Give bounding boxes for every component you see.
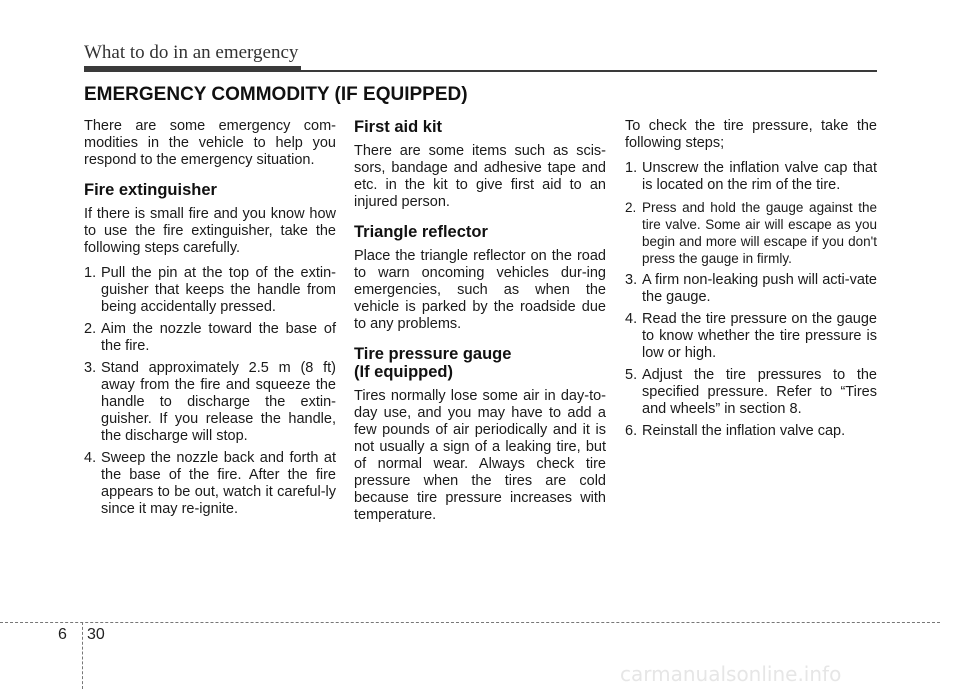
list-item: 5. Adjust the tire pressures to the specified pressure. Refer to “Tires and wheels” in section 8. bbox=[625, 367, 877, 417]
footer-dashed-divider bbox=[82, 622, 83, 689]
header-bar-accent bbox=[84, 66, 301, 72]
tire-check-steps bbox=[625, 160, 877, 440]
tire-pressure-gauge-text: Tires normally lose some air in day-to-day use, and you may have to add a few pounds of air periodically and it is not usually a sign of a leaking tire, but of normal wear. Always check tire pressure when the tires are cold because tire pressure increases with temperature. bbox=[354, 388, 606, 523]
list-item: 3. Stand approximately 2.5 m (8 ft) away from the fire and squeeze the handle to discharge the extin-guisher. If you release the handle, the discharge will stop. bbox=[84, 360, 336, 444]
list-item: 2. Press and hold the gauge against the tire valve. Some air will escape as you begin and more will escape if you don't press the gauge in firmly. bbox=[625, 200, 877, 266]
column-right bbox=[625, 118, 877, 445]
tire-check-intro: To check the tire pressure, take the following steps; bbox=[625, 118, 877, 151]
list-item: 6. Reinstall the inflation valve cap. bbox=[625, 423, 846, 439]
list-item: 1. Pull the pin at the top of the extin-guisher that keeps the handle from being accidentally pressed. bbox=[84, 265, 336, 315]
list-item: 1. Unscrew the inflation valve cap that is located on the rim of the tire. bbox=[625, 160, 877, 193]
fire-extinguisher-steps bbox=[84, 265, 336, 518]
page-number: 30 bbox=[87, 626, 105, 643]
column-middle bbox=[354, 118, 606, 532]
column-left bbox=[84, 118, 336, 523]
list-item: 4. Read the tire pressure on the gauge to know whether the tire pressure is low or high. bbox=[625, 311, 877, 361]
chapter-header-title: What to do in an emergency bbox=[84, 42, 299, 63]
list-item: 3. A firm non-leaking push will acti-vate the gauge. bbox=[625, 272, 877, 305]
footer-dashed-rule bbox=[0, 622, 940, 623]
chapter-number: 6 bbox=[58, 626, 67, 643]
triangle-reflector-text: Place the triangle reflector on the road to warn oncoming vehicles dur-ing emergencies, such as when the vehicle is parked by the roadside due to any problems. bbox=[354, 248, 606, 332]
fire-extinguisher-intro: If there is small fire and you know how to use the fire extinguisher, take the following steps carefully. bbox=[84, 206, 336, 256]
tire-pressure-gauge-heading: Tire pressure gauge (If equipped) bbox=[354, 345, 512, 381]
watermark: carmanualsonline.info bbox=[620, 662, 842, 686]
first-aid-kit-heading: First aid kit bbox=[354, 118, 443, 136]
header-rule bbox=[301, 70, 877, 72]
first-aid-kit-text: There are some items such as scis-sors, bandage and adhesive tape and etc. in the kit to give first aid to an injured person. bbox=[354, 143, 606, 210]
list-item: 4. Sweep the nozzle back and forth at the base of the fire. After the fire appears to be out, watch it careful-ly since it may re-ignite. bbox=[84, 450, 336, 517]
fire-extinguisher-heading: Fire extinguisher bbox=[84, 181, 217, 199]
list-item: 2. Aim the nozzle toward the base of the fire. bbox=[84, 321, 336, 354]
section-title: EMERGENCY COMMODITY (IF EQUIPPED) bbox=[84, 84, 468, 105]
intro-paragraph: There are some emergency com-modities in the vehicle to help you respond to the emergency situation. bbox=[84, 118, 336, 168]
triangle-reflector-heading: Triangle reflector bbox=[354, 223, 488, 241]
